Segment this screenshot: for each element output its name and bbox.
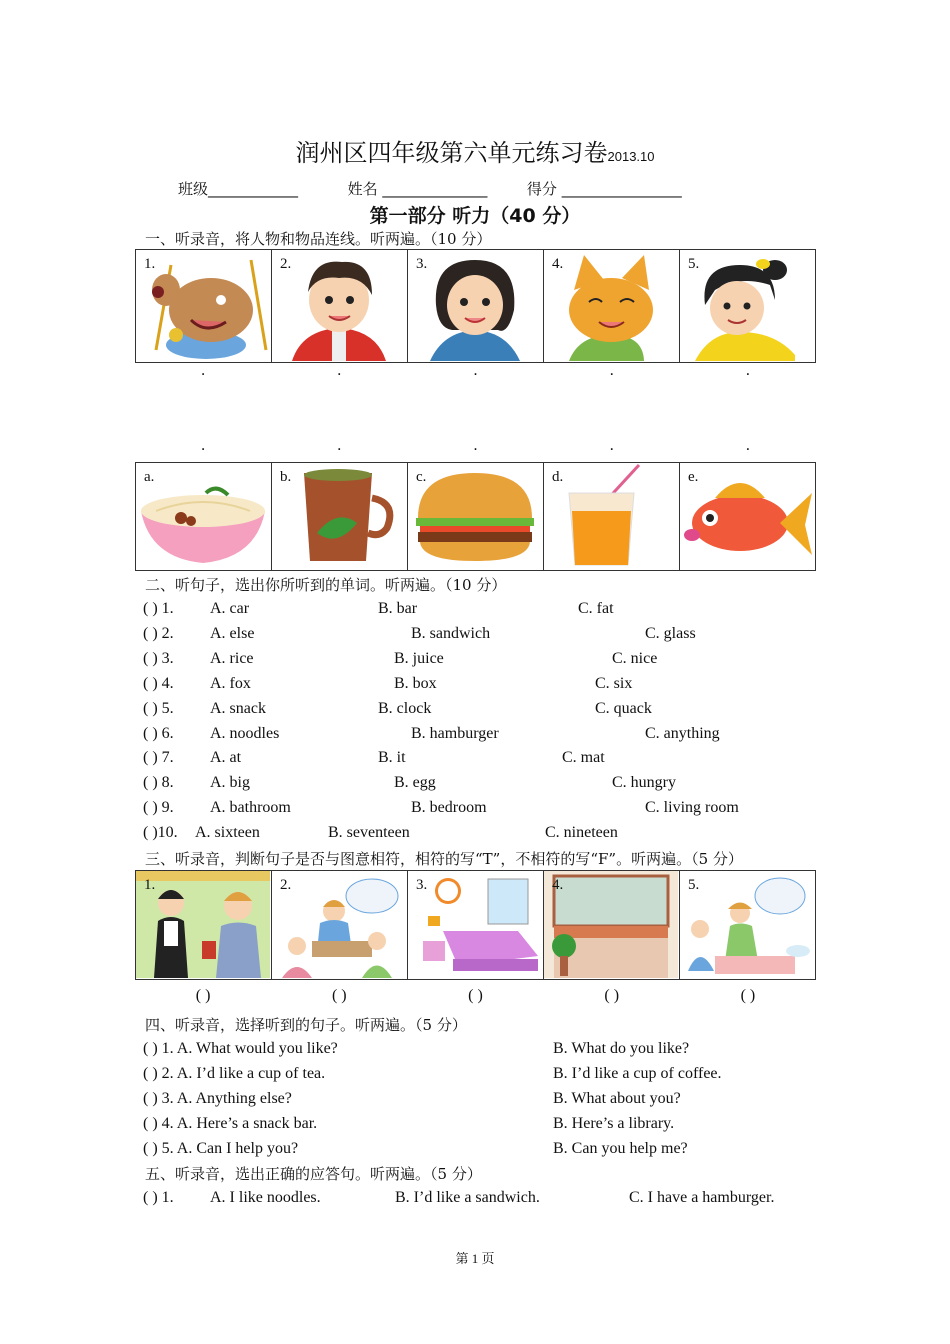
option-a: A. big [210,774,250,792]
people-cell-1 [136,250,272,363]
connect-dot[interactable]: . [201,362,206,379]
judge-cell-5 [680,871,816,980]
sentence-option-a[interactable]: ( ) 1. A. What would you like? [143,1040,338,1057]
option-a: A. I like noodles. [210,1189,321,1206]
judge-cell-1 [136,871,272,980]
connect-dot[interactable]: . [745,362,750,379]
answer-paren-number[interactable]: ( ) 1. [143,600,174,617]
sentence-option-b: B. Can you help me? [553,1139,688,1157]
people-number: 1. [144,256,156,272]
judge-cell-3 [408,871,544,980]
student-info-line [178,178,682,199]
answer-paren-number[interactable]: ( )10. [143,824,178,842]
option-b: B. bar [378,600,418,617]
judge-number: 1. [144,877,156,893]
boy-picture-icon [272,250,406,361]
option-a: A. sixteen [195,824,260,842]
judge-number: 5. [688,877,700,893]
option-b: B. hamburger [411,724,499,742]
option-a: A. snack [210,699,266,717]
restaurant-order-picture-icon [680,871,814,978]
people-number: 2. [280,256,292,272]
connect-dot[interactable]: . [337,362,342,379]
section2-heading: 二、听句子，选出你所听到的单词。听两遍。（10 分） [145,576,507,594]
option-b: B. box [394,674,437,692]
food-cell-c [408,463,544,571]
people-cell-2 [272,250,408,363]
answer-paren-number[interactable]: ( ) 8. [143,774,174,792]
judge-number: 2. [280,877,292,893]
option-c: C. six [595,674,633,692]
section4-heading: 四、听录音，选择听到的句子。听两遍。（5 分） [145,1016,467,1034]
snack-bar-picture-icon [544,871,678,978]
title-date: 2013.10 [607,149,655,164]
connect-dot[interactable]: . [473,362,478,379]
tea-cup-picture-icon [272,463,406,569]
option-c: C. nineteen [545,824,618,842]
answer-paren-number[interactable]: ( ) 7. [143,749,174,767]
food-letter: b. [280,469,292,485]
people-cell-4 [544,250,680,363]
option-a: A. else [210,624,255,642]
answer-paren-number[interactable]: ( ) 5. [143,699,174,717]
answer-paren-number[interactable]: ( ) 2. [143,624,174,642]
option-c: C. hungry [612,774,676,792]
woman-picture-icon [408,250,542,361]
answer-paren-number[interactable]: ( ) 1. [143,1189,174,1206]
food-letter: e. [688,469,699,485]
answer-blank[interactable]: ( ) [331,987,347,1004]
connect-dot[interactable]: . [201,437,206,454]
option-a: A. noodles [210,724,280,742]
title-text: 润州区四年级第六单元练习卷 [295,139,608,167]
hamburger-picture-icon [408,463,542,569]
option-b: B. bedroom [411,799,487,817]
food-letter: a. [144,469,155,485]
people-dot-row [135,362,816,380]
option-b: B. seventeen [328,824,410,842]
option-a: A. at [210,749,242,767]
option-c: C. living room [645,799,739,817]
option-c: C. fat [578,600,614,617]
option-c: C. I have a hamburger. [629,1189,775,1206]
food-cell-d [544,463,680,571]
page-footer: 第 1 页 [455,1251,495,1266]
food-dot-row [135,437,816,455]
option-c: C. anything [645,724,720,742]
mouse-picture-icon [136,250,270,361]
option-a: A. fox [210,674,251,692]
bedroom-picture-icon [408,871,542,978]
option-b: B. juice [394,649,444,667]
option-c: C. glass [645,624,696,642]
option-a: A. car [210,600,250,617]
sentence-option-a[interactable]: ( ) 3. A. Anything else? [143,1089,292,1107]
sentence-option-b: B. Here’s a library. [553,1114,675,1132]
option-b: B. sandwich [411,624,491,642]
sentence-option-b: B. I’d like a cup of coffee. [553,1064,722,1082]
connect-dot[interactable]: . [745,437,750,454]
food-letter: c. [416,469,427,485]
option-b: B. it [378,749,406,767]
connect-dot[interactable]: . [609,362,614,379]
cat-picture-icon [544,250,678,361]
sentence-option-a[interactable]: ( ) 4. A. Here’s a snack bar. [143,1114,318,1132]
page-title [0,133,950,168]
answer-paren-number[interactable]: ( ) 3. [143,649,174,667]
sentence-option-b: B. What do you like? [553,1040,690,1057]
sentence-option-a[interactable]: ( ) 2. A. I’d like a cup of tea. [143,1064,326,1082]
option-b: B. clock [378,699,432,717]
judge-picture-row [135,870,816,980]
sentence-option-b: B. What about you? [553,1089,681,1107]
option-a: A. rice [210,649,254,667]
food-cell-e [680,463,816,571]
name-field[interactable]: 姓名 ______________ [347,180,488,198]
option-c: C. nice [612,649,658,667]
judge-number: 3. [416,877,428,893]
option-a: A. bathroom [210,799,291,817]
answer-paren-number[interactable]: ( ) 6. [143,724,174,742]
class-field[interactable]: 班级____________ [178,180,299,198]
answer-blank[interactable]: ( ) [195,987,211,1004]
noodles-picture-icon [136,463,270,569]
food-letter: d. [552,469,564,485]
answer-blank[interactable]: ( ) [740,987,756,1004]
judge-number: 4. [552,877,564,893]
judge-cell-2 [272,871,408,980]
people-cell-3 [408,250,544,363]
people-number: 3. [416,256,428,272]
connect-dot[interactable]: . [473,437,478,454]
answer-blank[interactable]: ( ) [604,987,620,1004]
section1-heading: 一、听录音，将人物和物品连线。听两遍。（10 分） [145,230,492,248]
part1-heading: 第一部分 听力（40 分） [369,205,581,227]
food-cell-b [272,463,408,571]
people-picture-row [135,249,816,363]
judge-cell-4 [544,871,680,980]
option-b: B. I’d like a sandwich. [395,1189,540,1206]
connect-dot[interactable]: . [337,437,342,454]
fish-picture-icon [680,463,814,569]
section3-heading: 三、听录音，判断句子是否与图意相符，相符的写“T”，不相符的写“F”。听两遍。（5 分） [145,850,743,868]
connect-dot[interactable]: . [609,437,614,454]
people-number: 4. [552,256,564,272]
judge-answer-row [135,987,816,1005]
juice-glass-picture-icon [544,463,678,569]
people-cell-5 [680,250,816,363]
shop-scene-picture-icon [136,871,270,978]
answer-blank[interactable]: ( ) [468,987,483,1004]
food-picture-row [135,462,816,571]
answer-paren-number[interactable]: ( ) 4. [143,674,174,692]
people-number: 5. [688,256,700,272]
girl-picture-icon [680,250,814,361]
sentence-option-a[interactable]: ( ) 5. A. Can I help you? [143,1139,299,1157]
option-c: C. mat [562,749,605,767]
answer-paren-number[interactable]: ( ) 9. [143,799,174,817]
score-field[interactable]: 得分 ________________ [526,180,682,198]
option-c: C. quack [595,699,652,717]
family-table-picture-icon [272,871,406,978]
option-b: B. egg [394,774,436,792]
food-cell-a [136,463,272,571]
section5-heading: 五、听录音，选出正确的应答句。听两遍。（5 分） [145,1165,482,1183]
